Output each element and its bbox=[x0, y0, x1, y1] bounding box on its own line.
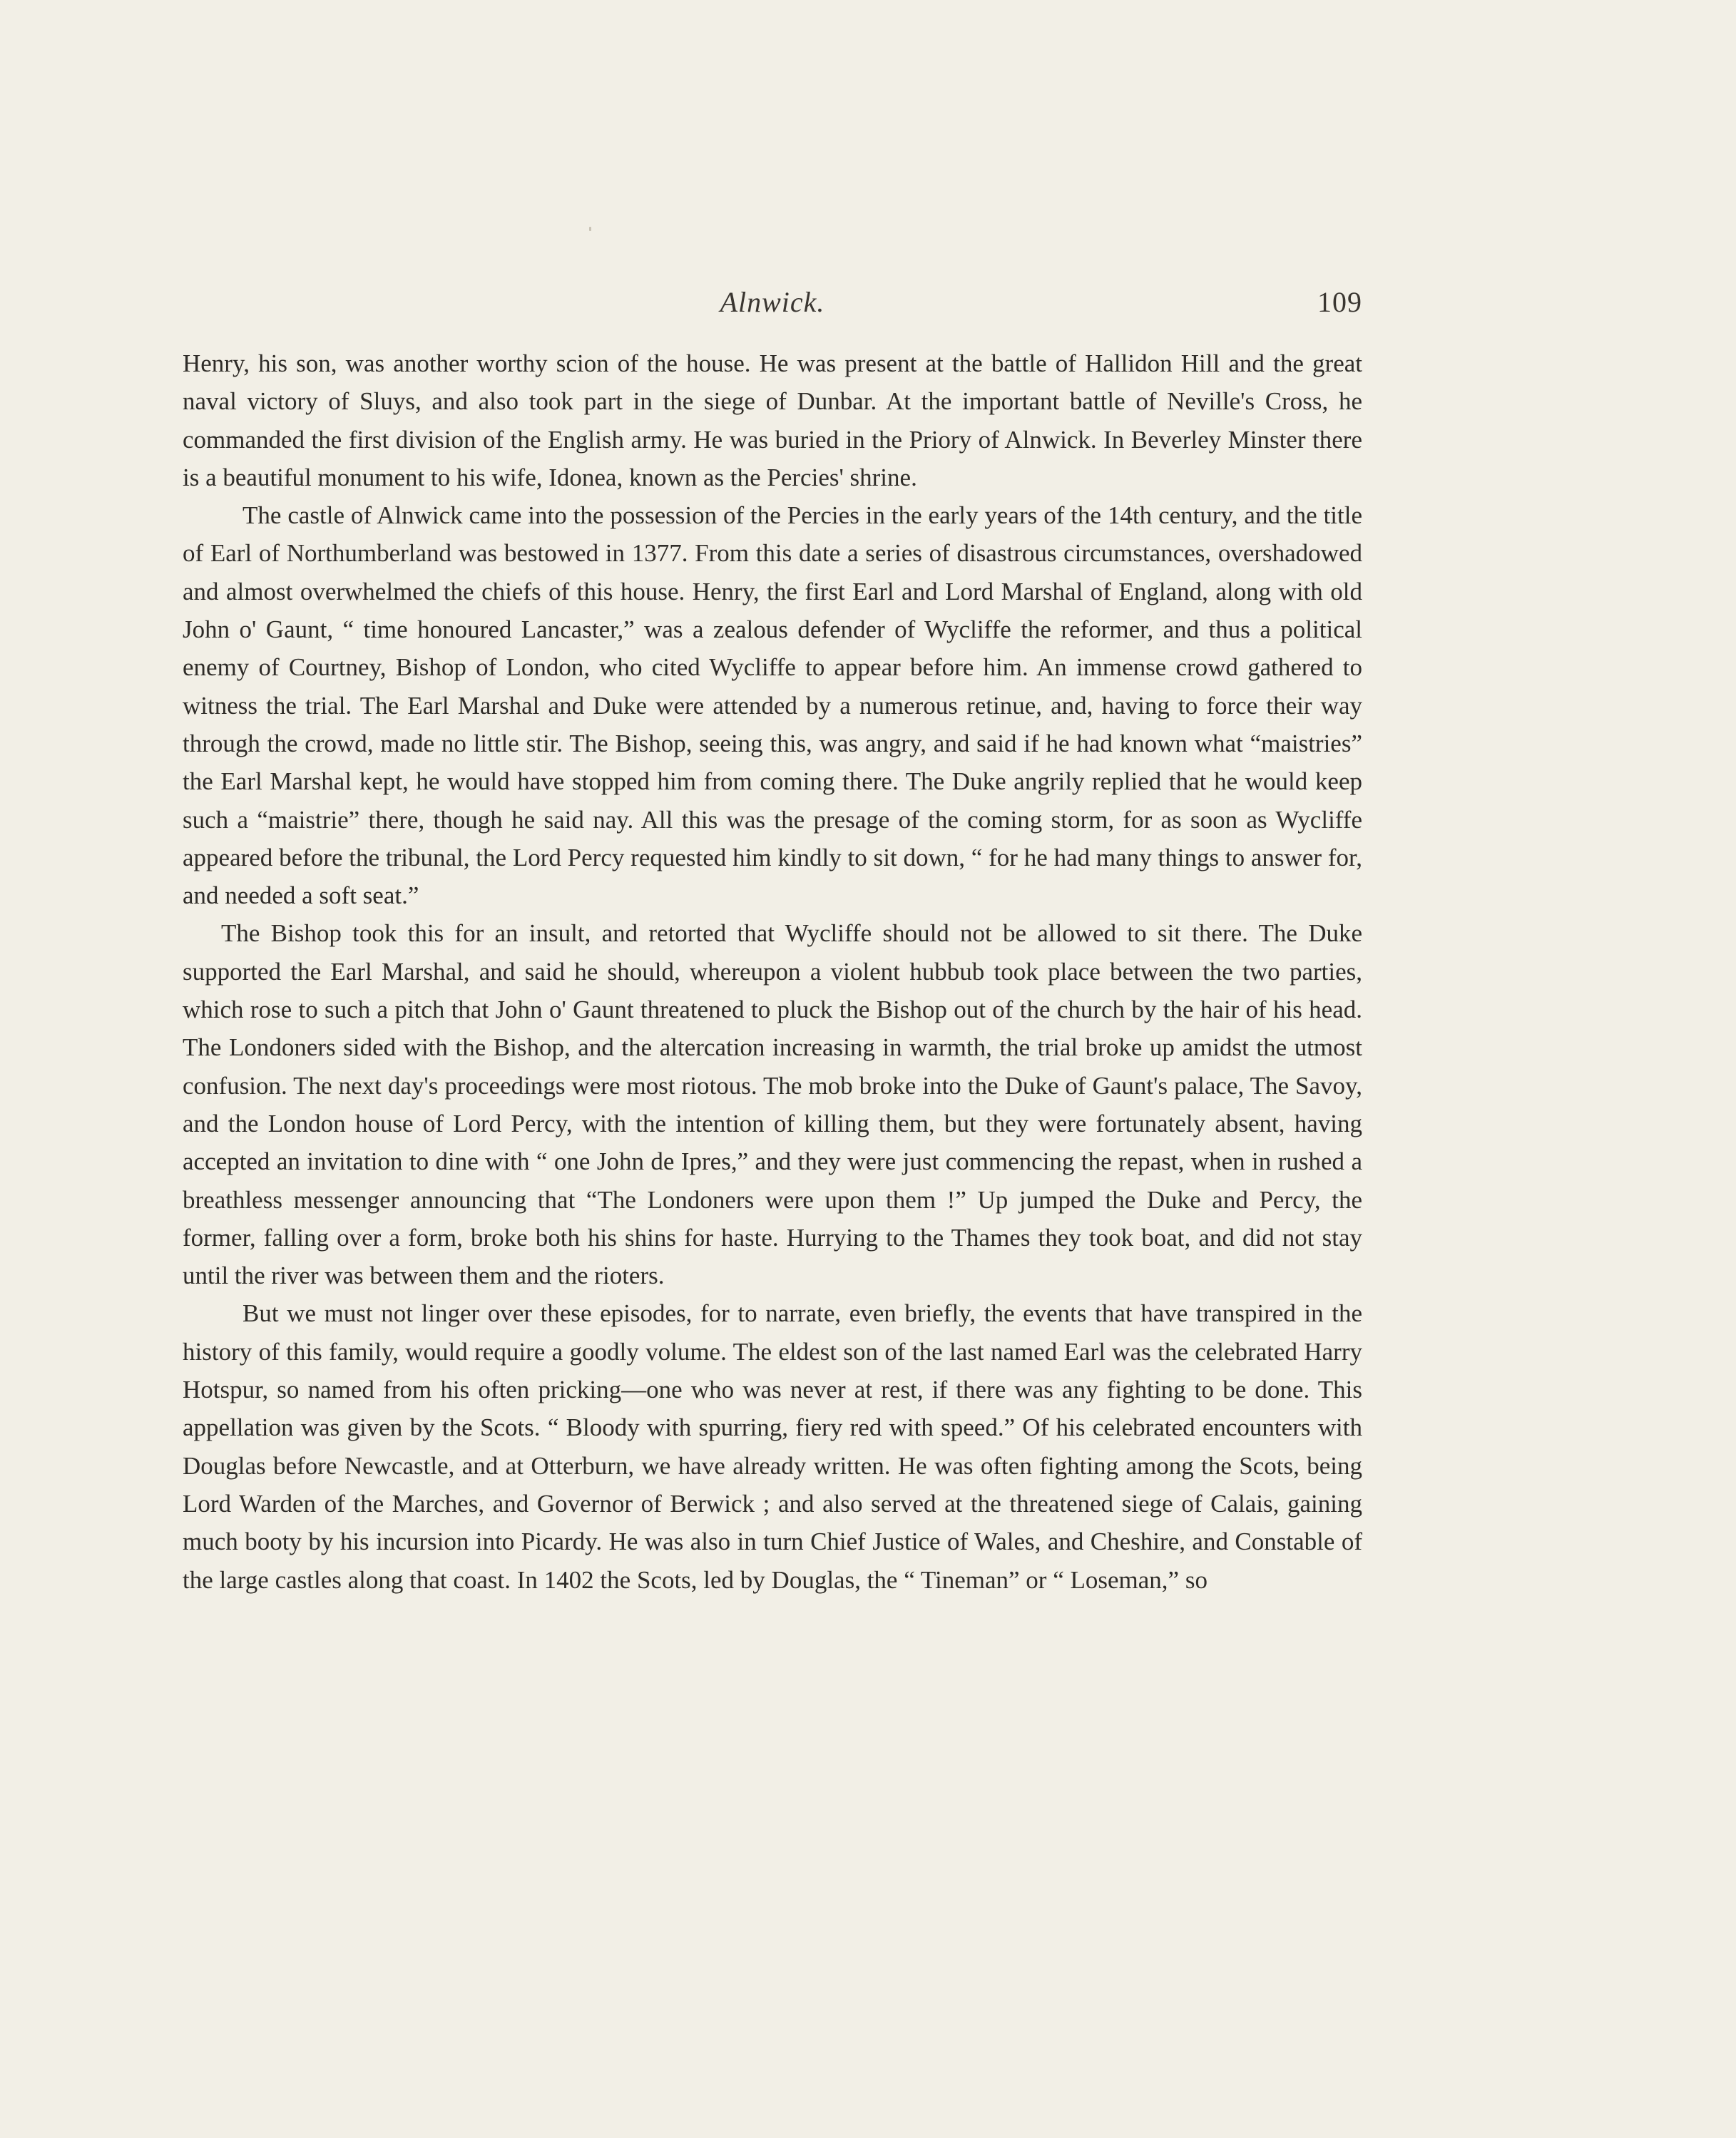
paragraph-4: But we must not linger over these episodes, for to narrate, even briefly, the events that have transpired in the history of this family, would require a goodly volume. The eldest son of the last named Earl was the celebrated Harry Hotspur, so named from his often pricking—one who was never at rest, if there was any fighting to be done. This appellation was given by the Scots. “ Bloody with spurring, fiery red with speed.” Of his celebrated encounters with Douglas before Newcastle, and at Otterburn, we have already written. He was often fighting among the Scots, being Lord Warden of the Marches, and Governor of Berwick ; and also served at the threatened siege of Calais, gaining much booty by his incursion into Picardy. He was also in turn Chief Justice of Wales, and Cheshire, and Constable of the large castles along that coast. In 1402 the Scots, led by Douglas, the “ Tineman” or “ Loseman,” so bbox=[183, 1299, 1362, 1594]
page-number: 109 bbox=[1317, 286, 1362, 318]
running-title: Alnwick. bbox=[720, 286, 825, 318]
running-head bbox=[183, 285, 1362, 328]
body-text bbox=[183, 344, 1362, 1599]
paragraph-2: The castle of Alnwick came into the possession of the Percies in the early years of the 14th century, and the title of Earl of Northumberland was bestowed in 1377. From this date a series of disastrous circumstances, overshadowed and almost overwhelmed the chiefs of this house. Henry, the first Earl and Lord Marshal of England, along with old John o' Gaunt, “ time honoured Lancaster,” was a zealous defender of Wycliffe the reformer, and thus a political enemy of Courtney, Bishop of London, who cited Wycliffe to appear before him. An immense crowd gathered to witness the trial. The Earl Marshal and Duke were attended by a numerous retinue, and, having to force their way through the crowd, made no little stir. The Bishop, seeing this, was angry, and said if he had known what “maistries” the Earl Marshal kept, he would have stopped him from coming there. The Duke angrily replied that he would keep such a “maistrie” there, though he said nay. All this was the presage of the coming storm, for as soon as Wycliffe appeared before the tribunal, the Lord Percy requested him kindly to sit down, “ for he had many things to answer for, and needed a soft seat.” bbox=[183, 501, 1362, 910]
paper-speck bbox=[589, 227, 591, 231]
paragraph-1: Henry, his son, was another worthy scion of the house. He was present at the battle of Hallidon Hill and the great naval victory of Sluys, and also took part in the siege of Dunbar. At the important battle of Neville's Cross, he commanded the first division of the English army. He was buried in the Priory of Alnwick. In Beverley Minster there is a beautiful monument to his wife, Idonea, known as the Percies' shrine. bbox=[183, 349, 1362, 491]
paragraph-3: The Bishop took this for an insult, and retorted that Wycliffe should not be allowed to sit there. The Duke supported the Earl Marshal, and said he should, whereupon a violent hubbub took place between the two parties, which rose to such a pitch that John o' Gaunt threatened to pluck the Bishop out of the church by the hair of his head. The Londoners sided with the Bishop, and the altercation increasing in warmth, the trial broke up amidst the utmost confusion. The next day's proceedings were most riotous. The mob broke into the Duke of Gaunt's palace, The Savoy, and the London house of Lord Percy, with the intention of killing them, but they were fortunately absent, having accepted an invitation to dine with “ one John de Ipres,” and they were just commencing the repast, when in rushed a breathless messenger announcing that “The Londoners were upon them !” Up jumped the Duke and Percy, the former, falling over a form, broke both his shins for haste. Hurrying to the Thames they took boat, and did not stay until the river was between them and the rioters. bbox=[183, 919, 1362, 1290]
